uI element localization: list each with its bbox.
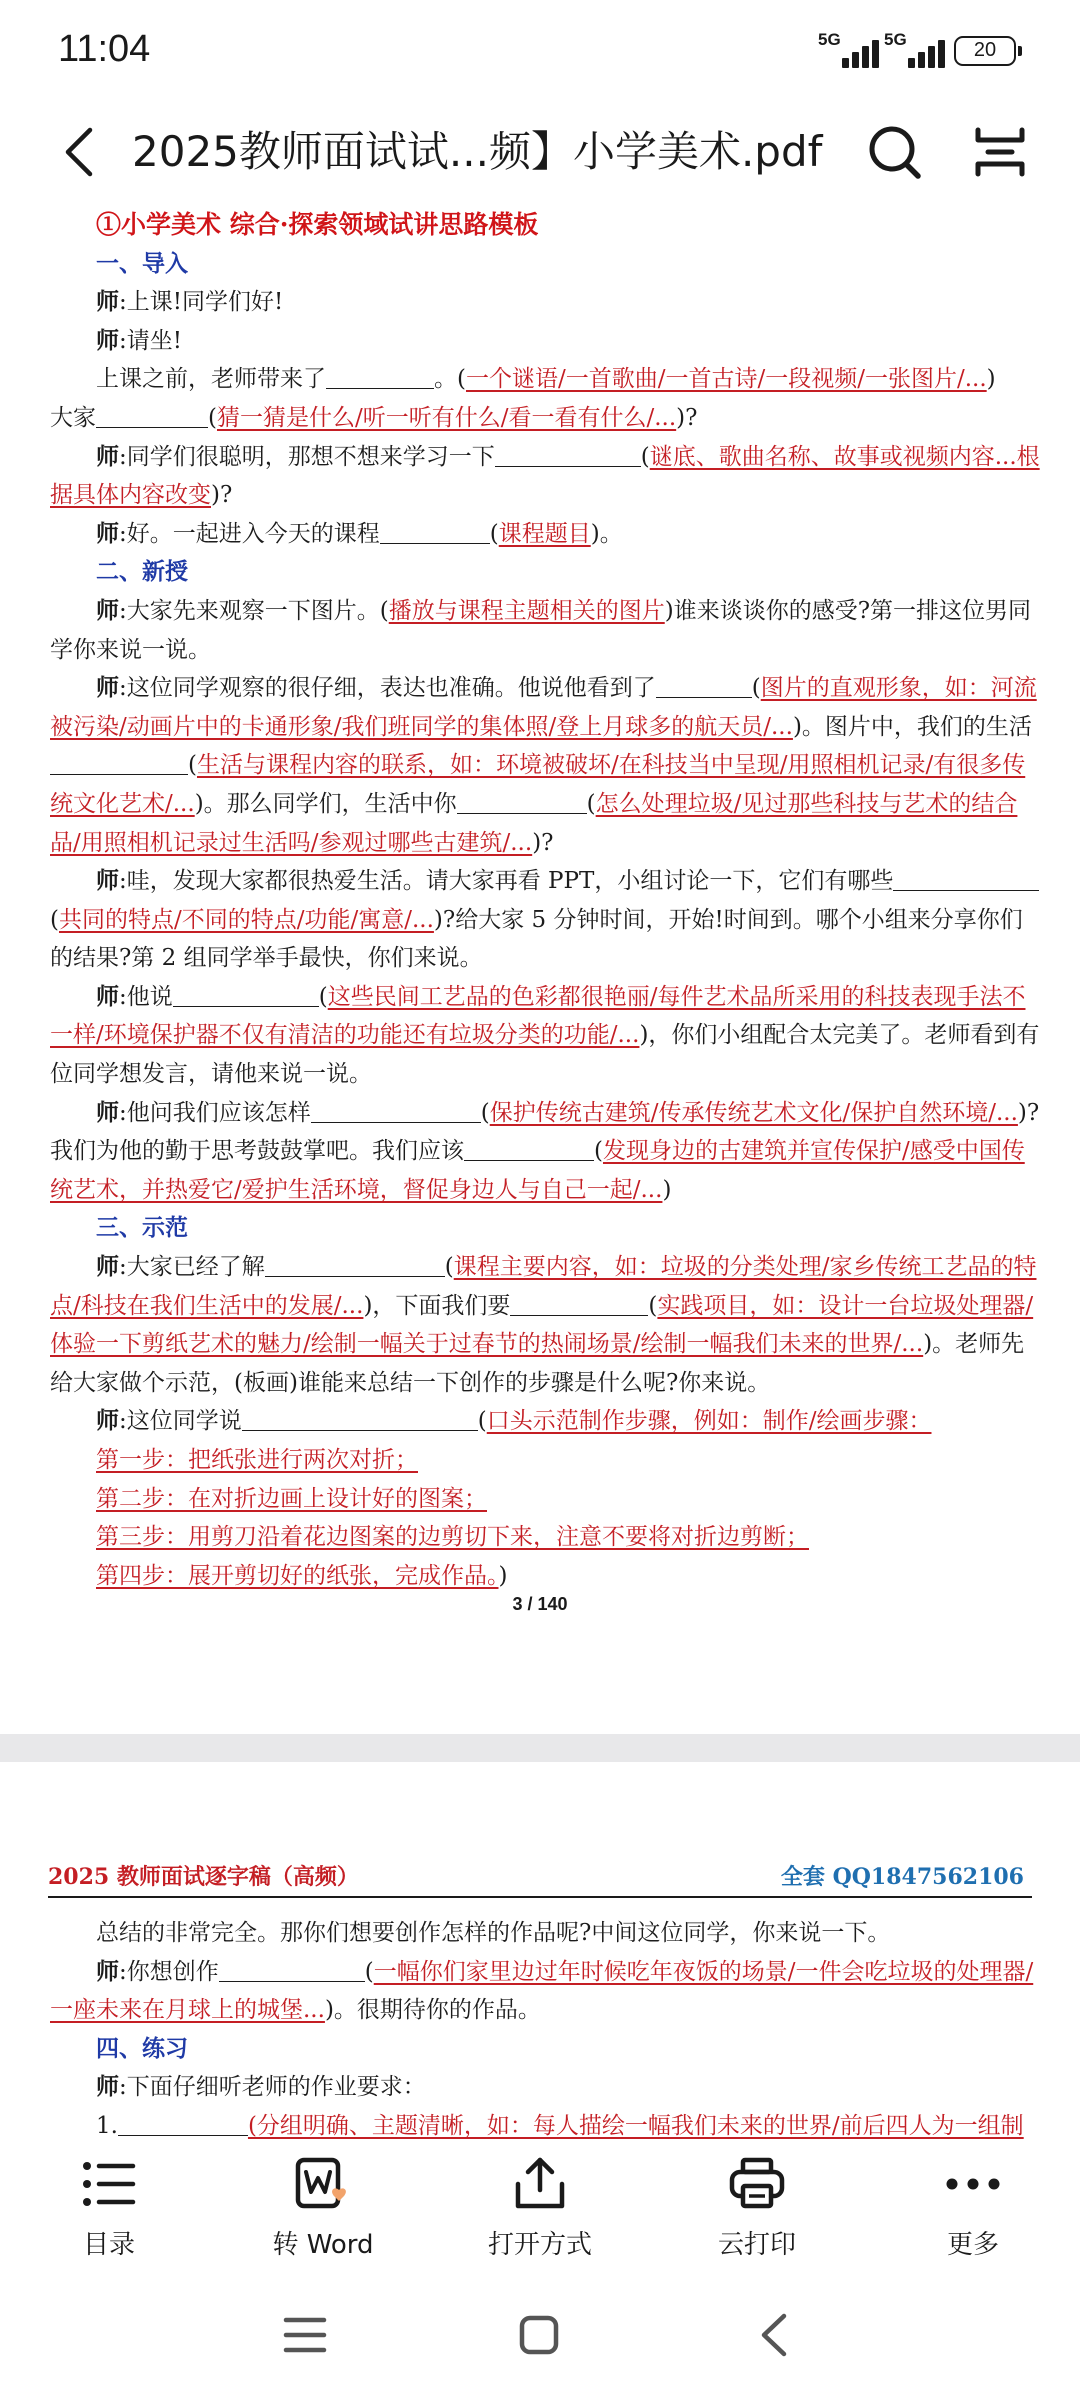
clock: 11:04 bbox=[58, 28, 151, 70]
more-button[interactable] bbox=[898, 2156, 1048, 2266]
blank-line bbox=[464, 1138, 594, 1161]
pdf-page-4[interactable] bbox=[0, 1762, 1080, 2142]
paragraph: 师:好。一起进入今天的课程 (课程题目)。 bbox=[96, 519, 623, 547]
cloud-print-label: 云打印 bbox=[717, 2230, 796, 2260]
convert-word-label: 转 Word bbox=[272, 2230, 374, 2260]
pdf-page-3[interactable] bbox=[0, 204, 1080, 1734]
home-square-icon bbox=[504, 2300, 574, 2370]
paragraph: 师:你想创作 (一幅你们家里边过年时候吃年夜饭的场景/一件会吃垃圾的处理器/一座未来在月球上的城堡...)。很期待你的作品。 bbox=[50, 1957, 1034, 2024]
back-arrow-icon bbox=[52, 122, 112, 182]
blank-line bbox=[219, 1959, 365, 1982]
blank-line bbox=[457, 791, 587, 814]
blank-line bbox=[242, 1408, 478, 1431]
paragraph: 师:大家先来观察一下图片。(播放与课程主题相关的图片)谁来谈谈你的感受?第一排这位男同学你来说一说。 bbox=[50, 596, 1032, 663]
blank-line bbox=[311, 1100, 481, 1123]
blank-line bbox=[656, 675, 752, 698]
more-dots-icon bbox=[943, 2156, 1003, 2212]
paragraph: 上课之前，老师带来了 。(一个谜语/一首歌曲/一首古诗/一段视频/一张图片/...) bbox=[96, 366, 996, 393]
recent-apps-button[interactable] bbox=[270, 2300, 340, 2370]
step-line: 第二步：在对折边画上设计好的图案； bbox=[96, 1485, 487, 1512]
page-number: 3 / 140 bbox=[512, 1594, 568, 1614]
blank-line bbox=[380, 521, 490, 544]
page-content bbox=[50, 1914, 1040, 2142]
step-line: 第四步：展开剪切好的纸张，完成作品。) bbox=[96, 1562, 508, 1589]
paragraph: 师:大家已经了解 (课程主要内容，如：垃圾的分类处理/家乡传统工艺品的特点/科技在我们生活中的发展/...)，下面我们要 (实践项目，如：设计一台垃圾处理器/体验一下剪纸艺术的魅力/绘制一幅关于过春节的热闹场景/绘制一幅我们未来的世界/...)。老师先给大家做个示范，(板画)谁能来总结一下创作的步骤是什么呢?你来说。 bbox=[50, 1253, 1037, 1396]
template-title: ①小学美术 综合·探索领域试讲思路模板 bbox=[96, 210, 539, 239]
paragraph: 1. (分组明确、主题清晰，如：每人描绘一幅我们未来的世界/前后四人为一组制 bbox=[96, 2112, 1024, 2139]
section-heading: 三、示范 bbox=[96, 1214, 188, 1242]
system-back-button[interactable] bbox=[740, 2300, 810, 2370]
view-mode-icon bbox=[970, 122, 1030, 182]
paragraph: 师:他问我们应该怎样 (保护传统古建筑/传承传统艺术文化/保护自然环境/...)?我们为他的勤于思考鼓鼓掌吧。我们应该 (发现身边的古建筑并宣传保护/感受中国传统艺术，并热爱它/爱护生活环境，督促身边人与自己一起/...) bbox=[50, 1098, 1040, 1203]
back-chevron-icon bbox=[740, 2300, 810, 2370]
paragraph: 师:请坐! bbox=[96, 326, 182, 354]
blank-line bbox=[50, 752, 188, 775]
toc-label: 目录 bbox=[82, 2230, 135, 2260]
blank-line bbox=[893, 868, 1039, 891]
paragraph: 师:上课!同学们好! bbox=[96, 288, 284, 316]
list-icon bbox=[79, 2156, 139, 2212]
share-icon bbox=[510, 2156, 570, 2212]
word-icon bbox=[293, 2156, 353, 2212]
page-header bbox=[48, 1856, 1032, 1898]
paragraph: 师:哇，发现大家都很热爱生活。请大家再看 PPT，小组讨论一下，它们有哪些(共同的特点/不同的特点/功能/寓意/...)?给大家 5 分钟时间，开始!时间到。哪个小组来分享你们的结果?第 2 组同学举手最快，你们来说。 bbox=[50, 862, 1040, 978]
open-with-label: 打开方式 bbox=[487, 2230, 592, 2260]
blank-line bbox=[265, 1254, 445, 1277]
bottom-toolbar bbox=[0, 2142, 1080, 2272]
section-heading: 一、导入 bbox=[96, 249, 188, 277]
blank-line bbox=[96, 405, 208, 428]
blank-line bbox=[326, 366, 434, 389]
status-bar: 11:04 5G 5G 20 bbox=[0, 0, 1080, 100]
paragraph: 师:他说 (这些民间工艺品的色彩都很艳丽/每件艺术品所采用的科技表现手法不一样/环境保护器不仅有清洁的功能还有垃圾分类的功能/...)，你们小组配合太完美了。老师看到有位同学想发言，请他来说一说。 bbox=[50, 982, 1040, 1088]
toc-button[interactable] bbox=[34, 2156, 184, 2266]
open-with-button[interactable] bbox=[465, 2156, 615, 2266]
printer-icon bbox=[727, 2156, 787, 2212]
page-separator bbox=[0, 1734, 1080, 1762]
section-heading: 二、新授 bbox=[96, 558, 188, 586]
header-title: 2025 教师面试逐字稿（高频） bbox=[48, 1864, 359, 1890]
blank-line bbox=[118, 2113, 248, 2136]
more-label: 更多 bbox=[946, 2230, 999, 2260]
blank-line bbox=[173, 984, 319, 1007]
step-line: 第三步：用剪刀沿着花边图案的边剪切下来，注意不要将对折边剪断； bbox=[96, 1524, 809, 1551]
cloud-print-button[interactable] bbox=[682, 2156, 832, 2266]
step-line: 第一步：把纸张进行两次对折； bbox=[96, 1447, 418, 1473]
menu-lines-icon bbox=[270, 2300, 340, 2370]
document-title: 2025教师面试试...频】小学美术.pdf bbox=[132, 127, 823, 176]
search-button[interactable] bbox=[866, 122, 926, 182]
paragraph: 师:这位同学说 (口头示范制作步骤，例如：制作/绘画步骤： bbox=[96, 1407, 932, 1435]
section-heading: 四、练习 bbox=[96, 2034, 188, 2062]
paragraph: 师:下面仔细听老师的作业要求： bbox=[96, 2073, 426, 2101]
blank-line bbox=[510, 1293, 648, 1316]
paragraph: 师:同学们很聪明，那想不想来学习一下 (谜底、歌曲名称、故事或视频内容...根据具体内容改变)? bbox=[50, 442, 1040, 509]
paragraph: 总结的非常完全。那你们想要创作怎样的作品呢?中间这位同学，你来说一下。 bbox=[96, 1920, 891, 1946]
blank-line bbox=[495, 444, 641, 467]
search-icon bbox=[866, 122, 926, 182]
page-content bbox=[50, 206, 1040, 1595]
top-bar bbox=[0, 100, 1080, 204]
view-mode-button[interactable] bbox=[970, 122, 1030, 182]
header-contact: 全套 QQ1847562106 bbox=[780, 1864, 1024, 1890]
convert-word-button[interactable] bbox=[248, 2156, 398, 2266]
paragraph: 师:这位同学观察的很仔细，表达也准确。他说他看到了 (图片的直观形象，如：河流被污染/动画片中的卡通形象/我们班同学的集体照/登上月球多的航天员/...)。图片中，我们的生活(生活与课程内容的联系，如：环境被破坏/在科技当中呈现/用照相机记录/有很多传统文化艺术/...)。那么同学们，生活中你 (怎么处理垃圾/见过那些科技与艺术的结合品/用照相机记录过生活吗/参观过哪些古建筑/...)? bbox=[50, 674, 1037, 856]
home-button[interactable] bbox=[504, 2300, 574, 2370]
battery-icon: 20 bbox=[954, 36, 1016, 66]
paragraph: 大家 (猜一猜是什么/听一听有什么/看一看有什么/...)? bbox=[50, 404, 698, 431]
back-button[interactable] bbox=[52, 122, 112, 182]
system-nav-bar bbox=[0, 2272, 1080, 2401]
